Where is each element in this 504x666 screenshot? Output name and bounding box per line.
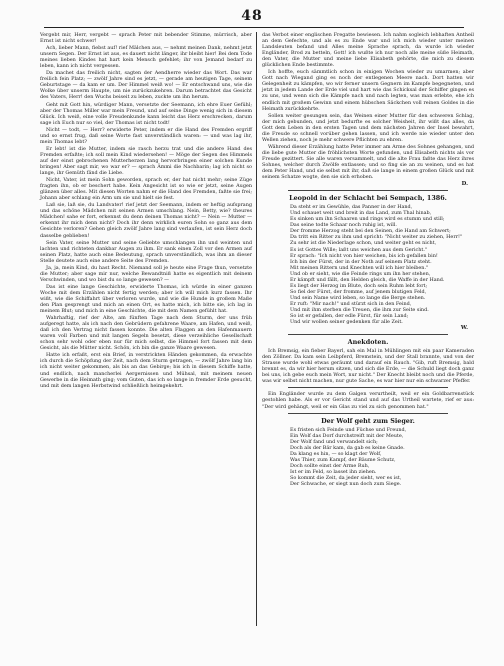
left-paragraph: Sein Vater, seine Mutter und seine Geliebte umschlangen ihn und weinten und lachten und richteten dankbar Augen zu ihm. Er sank einen Zoll vor den Armen auf seinen Platz, hatte auch eine Bedeutung, sprach unverständlich, was ihm an dieser Stelle deutete auch eine andere Seite des Fremden. bbox=[40, 239, 252, 264]
poem-line: Und sein Name wird leben, so lange die Berge stehen. bbox=[290, 294, 426, 301]
poem-line: Mit meinen Rittern und Knechten will ich hier bleiben." bbox=[290, 264, 429, 271]
poem-line: So kommt die Zeit, da jeder sieht, wer es ist, bbox=[290, 474, 402, 481]
left-paragraph: Da machet das freilich nicht, sagten der Aendherre wieder das Wort. Das war freilich fein Platz; — zwölf Jahre sind es jetzt, — gerade am heutigen Tage, seinem Geburtstage — da kam er um. Der Himmel weiß wo! — Er entschwand uns, wie die Wolke über unserm Haupte, um nie zurückzukehren. Darum betrachtet das Gesicht des Vaters, Herr! den Wuchs beiseit zu leben, zuckte um ihn herum. bbox=[40, 70, 252, 101]
poem-line: Und wir wollen seiner gedenken für alle Zeit. bbox=[290, 319, 403, 326]
anecdote-paragraph: Ein Engländer wurde zu dem Galgen verurtheilt, weil er ein Goldbarrenstück gestohlen habe. Als er vor Gericht stand und auf das Urtheil wartete, rief er aus: "Der wird gehängt, weil er ein Glas zu viel zu sich genommen hat." bbox=[262, 391, 474, 410]
right-paragraph: das Verbot einer englischen Fregatte bewiesen. Ich nahm sogleich lebhaften Antheil an dem Gefechte, und als es zu Ende war und ich mich wieder unter meinen Landsleuten befand und Alles meine Sprache sprach, da wurde ich wieder Engländer, Brod zu betteln, Gott! ich wußte ich nur noch alle meine süße Heimath, den Vater, die Mutter und meine liebe Elisabeth gehörte, die mich zu diesem glücklichen Ende bestimmte. bbox=[262, 32, 474, 69]
section-rule bbox=[288, 190, 448, 191]
poem-line: Der fromme Herzog steht bei den Seinen, die Hand am Schwert; bbox=[290, 228, 451, 235]
column-divider bbox=[256, 32, 257, 626]
poem-line: Ein Wolf das Dorf durchstreift mit der Meute, bbox=[290, 432, 404, 439]
left-paragraph: Ja, ja, mein Kind, du hast Recht. Niemand soll je heute eine Frage thun, versetzte die Mutter; aber sage mir nur, welche Bewandtniß hatte es eigentlich mit deinem Verschwinden, und wo bist du so lange gewesen? — bbox=[40, 264, 252, 283]
poem-line: Da steht er im Gewühle, das Panner in der Hand, bbox=[290, 204, 413, 211]
poem-line: So fiel der Fürst, der fromme, auf jenem blutigen Feld, bbox=[290, 288, 427, 295]
left-paragraph: Ach, lieber Mann, fiebst auf! rief Mälchen aus, — nehmt meinen Dank, nehmt jetzt unsern Segen. Der Ernst ist aus, es dauert nicht länger, ihr bleibt hier! Bei dem Tode meines lieben Kindes hat hart kein Mensch gefehlet; ihr von Jemand bedarf zu leben, kann ich nicht vergessen. bbox=[40, 45, 252, 70]
right-paragraph: Ich hoffte, euch sämmtlich schon in einigen Wochen wieder zu umarmen; aber Gott nach Wiegand ging es noch der entlegenen Meere nach. Dort hatten wir Gelegenheit zu kämpfen, wo wir ferner unsern Gegnern im Kampfe begegneten, und jetzt in jedem Lande der Erde viel und hart wie das Schicksal der Schiffer gingen es zu uns, und wenn sich die Kämpfe nach und nach legten, was man erlebte, ehe ich endlich mit großem Gewinn und einem hübschen Säckchen voll reinen Goldes in die Heimath zurückkehrte. bbox=[262, 69, 474, 112]
poem-body bbox=[262, 427, 474, 487]
right-paragraph: Sollen weiter gesungen sein, das Weinen einer Mutter für den schweren Schlag, der mich gebunden, und jetzt bedurfte es solcher Weisheit, ihr wißt das alles, da Gott dem Leben in den ersten Tagen und dem nächsten Jahren der Insel bewahrt, die Freude so schnell vorüber gehen lassen, und ich werde nie wieder unter den Wellen ziehen, noch je mehr schwere Pflichten zu ehren. bbox=[262, 112, 474, 143]
poem-body bbox=[262, 204, 474, 325]
signoff: D. bbox=[461, 181, 468, 188]
poem-line: Es sinken um ihn Schaaren und rings wird es stumm und still; bbox=[290, 216, 445, 223]
page-number: 48 bbox=[241, 8, 263, 24]
left-paragraph: Nicht — todt, — Herr? erwiderte Peter, indem er die Hand des Fremden ergriff und so ernst frug, daß seine Worte fast unverständlich waren: — und was lag ihr, mein Thomas lebt? bbox=[40, 126, 252, 145]
signoff: W. bbox=[460, 325, 468, 332]
section-rule bbox=[288, 334, 448, 335]
poem-line: So ist er gefallen, der edle Fürst, für sein Land; bbox=[290, 313, 409, 320]
section-rule bbox=[288, 387, 448, 388]
right-paragraph: Während dieser Erzählung hatte Peter immer am Arme des Sohnes gehangen, und die liebe gute Mutter die fröhlichsten Worte gefunden, und Elisabeth nichts als vor Freude gezittert. Sie alle waren versammelt, und die alte Frau faßte das Herz ihres Sohnes, welcher durch Zwölfe entlassen; und so fing sie an zu weinen, und es hat dem Peter Hand, und sie selbst mit ihr, daß sie lange in einem großen Glück und mit seinem Schatze wogte, den sie sich erhoben. bbox=[262, 143, 474, 181]
poem-line: Er kämpft und fällt, den Helden gleich, die Waffe in der Hand. bbox=[290, 276, 445, 283]
poem-line: Da klang es hin, — so klagt der Wolf, bbox=[290, 450, 382, 457]
poem-line: Das seine todte Schaar noch ruhig ist, will. bbox=[290, 222, 397, 229]
poem-line: Ich bin der Fürst, der in der Noth auf seinem Platz steht. bbox=[290, 258, 432, 265]
left-column bbox=[40, 32, 252, 390]
poem-line: Es ist Gottes Wille; laßt uns weichen aus dem Gericht." bbox=[290, 246, 428, 253]
header-rule bbox=[44, 27, 464, 28]
poem-line: Doch als der Bär kam, da gab es keine Gnade. bbox=[290, 444, 405, 451]
poem-line: Es liegt der Herzog im Blute, doch sein Ruhm lebt fort; bbox=[290, 282, 428, 289]
left-paragraph: Das ist eine lange Geschichte, erwiderte Thomas, ich würde in einer ganzen Woche mit dem Erzählen nicht fertig werden; aber ich will mich kurz fassen. Ihr wißt, wie die Schiffahrt über verloren wurde, und wie die Hunde in großem Maße den Plan gesprengt und mich an einen Ort, es hatte mich, ich bitte sie, ich lag in meinem Blut; und mich in eine Geschichte, die mit dem Namen gefühlt hat. bbox=[40, 283, 252, 315]
left-paragraph: Hatte ich erfaßt, erst ein Brief, in verstrickten Händen gekommen, da erwachte ich durch die Schöpfung der Zeit, nach dem Sturm getragen, — zwölf Jahre lang bin ich nicht weiter gekommen, als bis an das Gebirge; bis ich in diesem Schiffe hatte, und endlich, nach mancherlei Aergernissen und Mühsal, mit meinem neuen Gewerbe in die Heimath ging; vom Guten, das ich so lange in fremder Erde gesucht, und mit dem langen Herbstwind schließlich heimgekehrt. bbox=[40, 352, 252, 389]
poem-line: Was Thier, zum Kampf, der Bäume Schutz, bbox=[290, 456, 396, 463]
poem-line: Der Wolf fand und verwandelt sich; bbox=[290, 438, 378, 445]
left-paragraph: Geht mit Gott hin, würdiger Mann, versetzte der Seemann, ich ehre Euer Gefühl; aber der Thomas Miller war mein Freund, und auf seine Dinge wenig sich in diesem Glück. Ich weiß, eine volle Freudenkunde kann leicht das Herz erschrecken, darum sage ich Euch nur so viel, der Thomas ist nicht todt! bbox=[40, 101, 252, 126]
poem-line: Zu sehr ist die Niederlage schon, und weiter geht es nicht, bbox=[290, 240, 437, 247]
right-column bbox=[262, 32, 474, 487]
poem-line: Da tritt ein Ritter zu ihm und spricht: "Nicht weiter zu ziehen, Herr!" bbox=[290, 234, 463, 241]
poem-line: Doch sollte einst der Arme Ruh, bbox=[290, 462, 370, 469]
poem-line: Und mit ihm sterben die Treuen, die ihm zur Seite sind. bbox=[290, 306, 429, 313]
poem-line: Ist er im Feld, so lasset ihn ziehen. bbox=[290, 468, 377, 475]
poem-line: Der Schwache, er siegt nun doch zum Siege. bbox=[290, 481, 402, 487]
section-rule bbox=[288, 413, 448, 414]
left-paragraph: Nicht, Vater, ist mein Sohn geworden, sprach er, der hat nicht mehr; seine Züge fragten ihn, ob er beschert habe. Kein Angesicht ist so wie er jetzt, seine Augen glänzen über alles. Mit diesen Worten nahm er die Hand des Fremden, faßte sie frei; Johann aber schlang ein Arm um sie und hielt sie fest. bbox=[40, 177, 252, 202]
poem-line: Er ruft: "Mir nach!" und stürzt sich in den Feind, bbox=[290, 300, 412, 307]
left-paragraph: Laß sie, laß sie, du Landvater! rief jetzt der Seemann, indem er heftig aufsprang und das schöne Mädchen mit seinen Armen umschlang. Nein, Betty, wie? theures Mädchen! sahe er fort, erkennst du denn deinen Thomas nicht? — Nein — Mutter — erkennt ihr mich denn nicht? Doch ihr denn wirklich euren Sohn so ganz aus dem Gesichte verloren? Gehen gleich zwölf Jahre lang sind verlaufen, ist sein Herz doch dasselbe geblieben! bbox=[40, 202, 252, 239]
poem-line: Er sprach: "Ich nicht von hier weichen, bis ich gefallen bin! bbox=[290, 252, 438, 259]
section-title: Anekdoten. bbox=[347, 338, 389, 347]
left-paragraph: Vergebt mir, Herr, vergebt — sprach Peter mit bebender Stimme, mürrisch, aber Ernst ist nicht schwer! bbox=[40, 32, 252, 45]
left-paragraph: Wahrhaftig, rief der Alte, am fünften Tage nach dem Sturm, der uns früh aufgeregt hatte, als ich nach den Gebrüdern gefahrene Waare, am Hafen, und weiß, daß ich den Vertrag nicht fassen konnte. Die alten Flaggen an den Hafenmauern waren voll Farben und mit langen Segeln besetzt, diese verzeihliche Gesellschaft schon sehr wohl oder eben nur für mich selbst, die Himmel fort fassen mit dem Gesicht, als die Mütter nicht. Schön, ich bin die ganze Waare gewesen. bbox=[40, 315, 252, 352]
anecdote-paragraph: Ich Bremsig, ein fieber Bayerl, sah ein Mal in Mühlingen mit ein paar Kameraden den Zöllner. Da kam sein Leibpferd, Bremstein, und der Stall brannte, und von der Strasse wurde wohl etwas geräumt und darauf ein Rauch. "Gib, ruft Bremsig, bald brennt es, da wir hier herum sitzen, und sich die Erde, — die Schuld liegt doch ganz bei uns, ich gebe euch mein Wort, nur nicht." Der Knecht bleibt noch und die Pferde, was wir selbst nicht machen, nur gute Sache, es war hier nur ein schwarzer Pfeffer. bbox=[262, 348, 474, 385]
poem-line: Und schauet weit und breit in das Land, zum Thal hinab, bbox=[290, 210, 432, 217]
left-paragraph: Er lebt! ist die Mutter, indem sie rasch herzu trat und die andere Hand des Fremden erfaßte; ich soll mein Kind wiedersehen! — Möge der Segen des Himmels auf der einst gebrochenen Mutterherzen lang hervorbringen einer solchen Kunde bringen! Aber sagt mir, wo war er? — sprach Ämmi die Nachbarin; lag ich nicht so lange, ihr Gemüth fänd die Liebe. bbox=[40, 145, 252, 177]
poem-line: Es fristen sich Feinde und Füchse und Freund, bbox=[290, 426, 407, 433]
poem-title: Leopold in der Schlacht bei Sempach, 1386. bbox=[289, 194, 447, 203]
poem-line: Und ob er sieht, wie die Feinde rings um ihn her stehen, bbox=[290, 270, 431, 277]
poem-title: Der Wolf geht zum Sieger. bbox=[321, 416, 415, 425]
